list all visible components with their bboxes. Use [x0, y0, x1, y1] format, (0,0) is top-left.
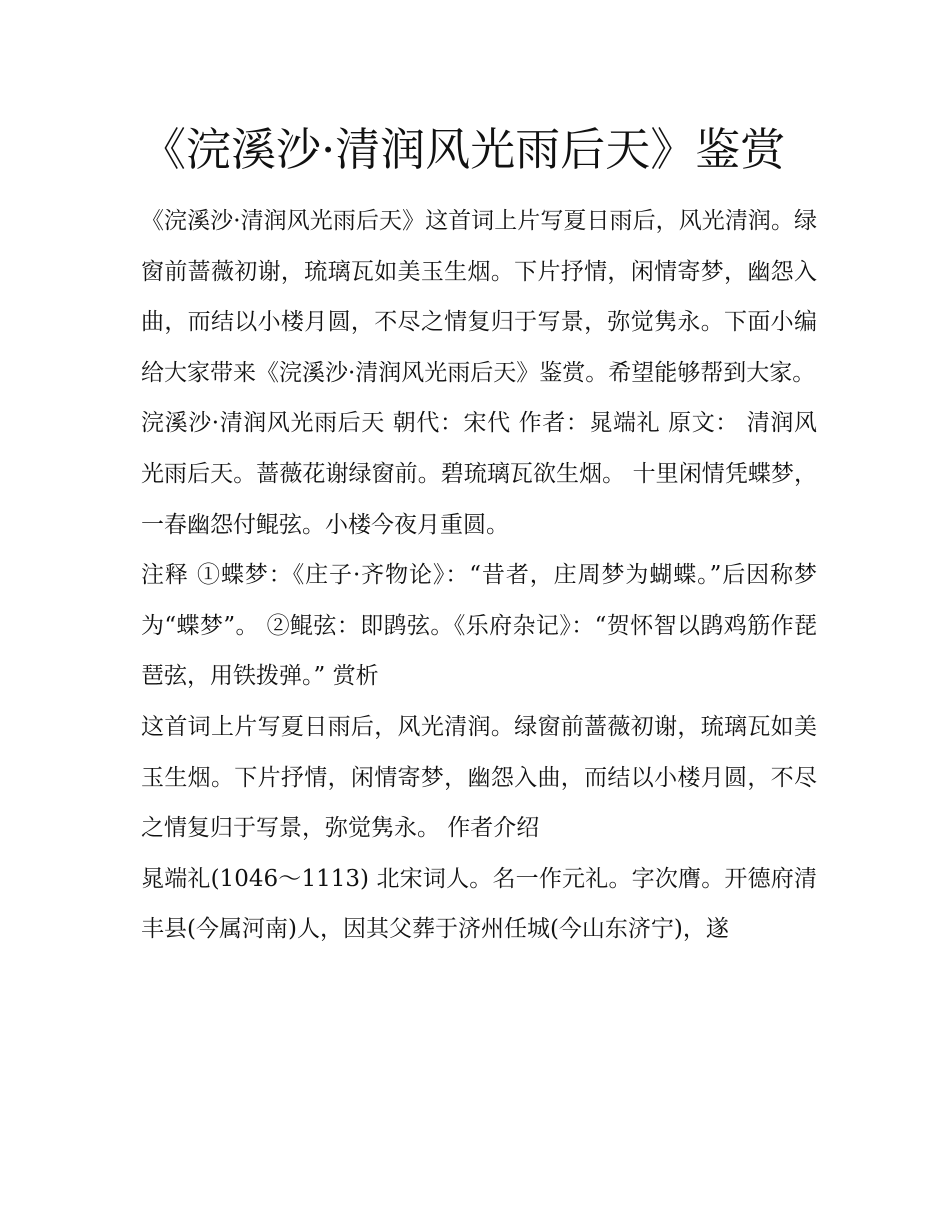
paragraph-annotations: 注释 ①蝶梦：《庄子·齐物论》：“昔者，庄周梦为蝴蝶。”后因称梦为“蝶梦”。 ②鲲弦：即鹍弦。《乐府杂记》：“贺怀智以鹍鸡筋作琵琶弦，用铁拨弹。” 赏析: [141, 562, 817, 690]
paragraph-author-intro: 晁端礼(1046～1113) 北宋词人。名一作元礼。字次膺。开德府清丰县(今属河南)人，因其父葬于济州任城(今山东济宁)，遂: [141, 865, 817, 943]
paragraph-intro: 《浣溪沙·清润风光雨后天》这首词上片写夏日雨后，风光清润。绿窗前蔷薇初谢，琉璃瓦如美玉生烟。下片抒情，闲情寄梦，幽怨入曲，而结以小楼月圆，不尽之情复归于写景，弥觉隽永。下面小编给大家带来《浣溪沙·清润风光雨后天》鉴赏。希望能够帮到大家。: [141, 208, 817, 386]
document-body: [141, 112, 817, 955]
paragraph-original-text: 浣溪沙·清润风光雨后天 朝代：宋代 作者：晁端礼 原文： 清润风光雨后天。蔷薇花谢绿窗前。碧琉璃瓦欲生烟。 十里闲情凭蝶梦，一春幽怨付鲲弦。小楼今夜月重圆。: [141, 410, 817, 538]
document-title: 《浣溪沙·清润风光雨后天》鉴赏: [141, 123, 786, 176]
paragraph-appreciation: 这首词上片写夏日雨后，风光清润。绿窗前蔷薇初谢，琉璃瓦如美玉生烟。下片抒情，闲情寄梦，幽怨入曲，而结以小楼月圆，不尽之情复归于写景，弥觉隽永。 作者介绍: [141, 713, 817, 842]
